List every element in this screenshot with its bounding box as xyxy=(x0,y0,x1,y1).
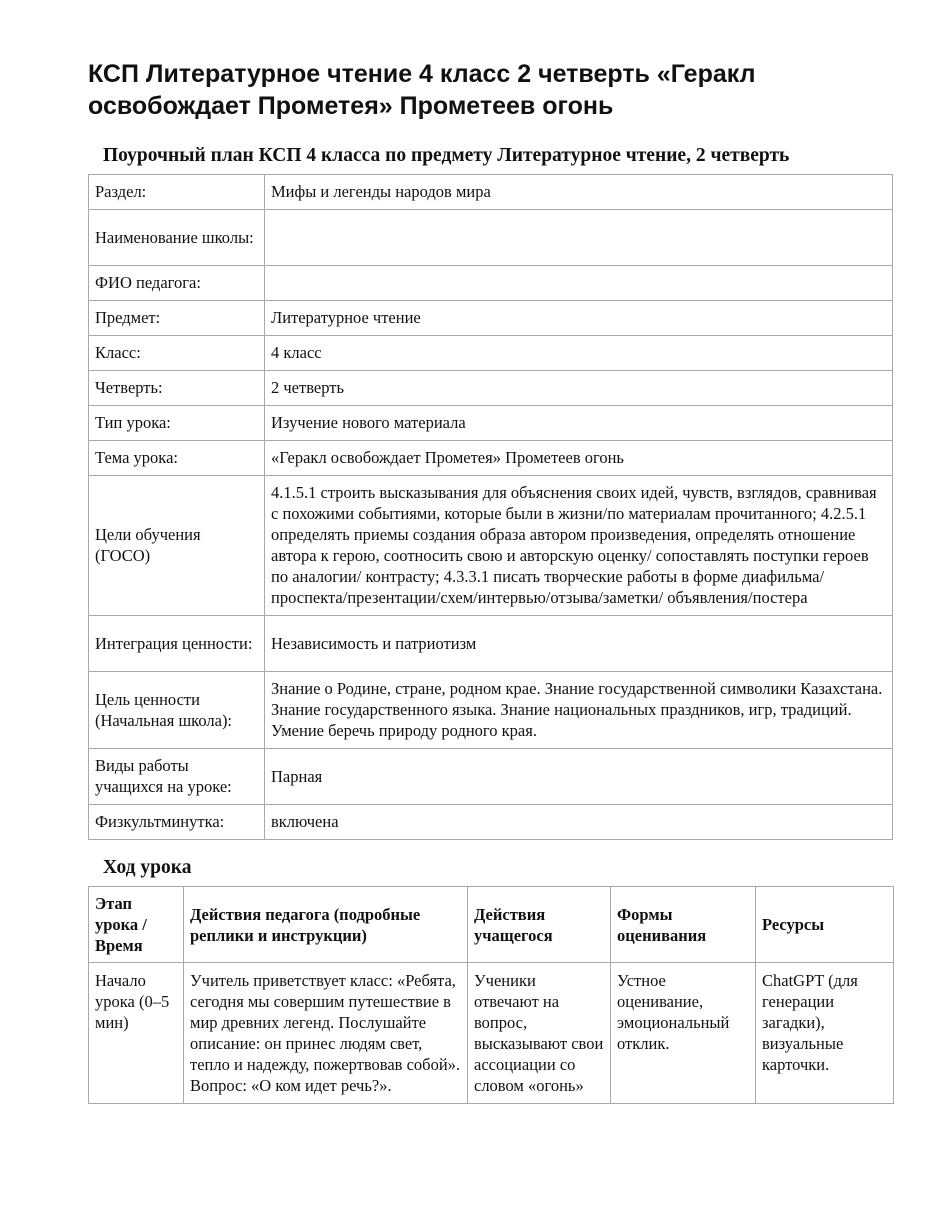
table-row xyxy=(89,672,893,749)
column-header-stage: Этап урока / Время xyxy=(89,887,184,963)
info-label: Четверть: xyxy=(89,371,265,406)
info-value: «Геракл освобождает Прометея» Прометеев огонь xyxy=(265,441,893,476)
document-page xyxy=(88,58,893,1104)
table-row xyxy=(89,406,893,441)
info-label: Виды работы учащихся на уроке: xyxy=(89,749,265,805)
info-label: Тема урока: xyxy=(89,441,265,476)
table-row xyxy=(89,266,893,301)
info-label: ФИО педагога: xyxy=(89,266,265,301)
table-cell: Учитель приветствует класс: «Ребята, сегодня мы совершим путешествие в мир древних легенд. Послушайте описание: он принес людям свет, тепло и надежду, пожертвовав собой». Вопрос: «О ком идет речь?». xyxy=(184,963,468,1104)
info-value xyxy=(265,210,893,266)
info-value: Парная xyxy=(265,749,893,805)
table-row xyxy=(89,175,893,210)
lesson-heading: Ход урока xyxy=(103,857,192,878)
table-header-row xyxy=(89,887,894,963)
info-value: включена xyxy=(265,805,893,840)
table-row xyxy=(89,301,893,336)
table-cell: Устное оценивание, эмоциональный отклик. xyxy=(611,963,756,1104)
column-header-teacher-actions: Действия педагога (подробные реплики и инструкции) xyxy=(184,887,468,963)
info-label: Цели обучения (ГОСО) xyxy=(89,476,265,616)
table-cell: ChatGPT (для генерации загадки), визуальные карточки. xyxy=(756,963,894,1104)
lesson-flow-table xyxy=(88,886,894,1104)
info-label: Интеграция ценности: xyxy=(89,616,265,672)
table-row xyxy=(89,210,893,266)
info-label: Раздел: xyxy=(89,175,265,210)
info-value xyxy=(265,266,893,301)
info-value: Мифы и легенды народов мира xyxy=(265,175,893,210)
info-value: 4 класс xyxy=(265,336,893,371)
info-value: Литературное чтение xyxy=(265,301,893,336)
table-row xyxy=(89,805,893,840)
table-row xyxy=(89,336,893,371)
table-cell: Начало урока (0–5 мин) xyxy=(89,963,184,1104)
table-row xyxy=(89,371,893,406)
info-label: Предмет: xyxy=(89,301,265,336)
lesson-info-table xyxy=(88,174,893,840)
info-value: 2 четверть xyxy=(265,371,893,406)
info-value: 4.1.5.1 строить высказывания для объяснения своих идей, чувств, взглядов, сравнивая с похожими событиями, которые были в жизни/по материалам прочитанного; 4.2.5.1 определять приемы создания образа автором произведения, определять отношение автора к герою, соотносить свою и авторскую оценку/ сопоставлять поступки героев по аналогии/ контрасту; 4.3.3.1 писать творческие работы в форме диафильма/ проспекта/презентации/схем/интервью/отзыва/заметки/ объявления/постера xyxy=(265,476,893,616)
column-header-student-actions: Действия учащегося xyxy=(468,887,611,963)
table-cell: Ученики отвечают на вопрос, высказывают свои ассоциации со словом «огонь» xyxy=(468,963,611,1104)
info-label: Класс: xyxy=(89,336,265,371)
info-label: Наименование школы: xyxy=(89,210,265,266)
info-value: Знание о Родине, стране, родном крае. Знание государственной символики Казахстана. Знание государственного языка. Знание национальных праздников, игр, традиций. Умение беречь природу родного края. xyxy=(265,672,893,749)
table-row xyxy=(89,441,893,476)
info-label: Тип урока: xyxy=(89,406,265,441)
info-value: Изучение нового материала xyxy=(265,406,893,441)
document-title: КСП Литературное чтение 4 класс 2 четверть «Геракл освобождает Прометея» Прометеев огонь xyxy=(88,60,756,120)
table-row xyxy=(89,963,894,1104)
info-value: Независимость и патриотизм xyxy=(265,616,893,672)
info-label: Цель ценности (Начальная школа): xyxy=(89,672,265,749)
plan-heading: Поурочный план КСП 4 класса по предмету Литературное чтение, 2 четверть xyxy=(103,145,790,166)
table-row xyxy=(89,476,893,616)
column-header-assessment: Формы оценивания xyxy=(611,887,756,963)
info-label: Физкультминутка: xyxy=(89,805,265,840)
table-row xyxy=(89,616,893,672)
column-header-resources: Ресурсы xyxy=(756,887,894,963)
table-row xyxy=(89,749,893,805)
